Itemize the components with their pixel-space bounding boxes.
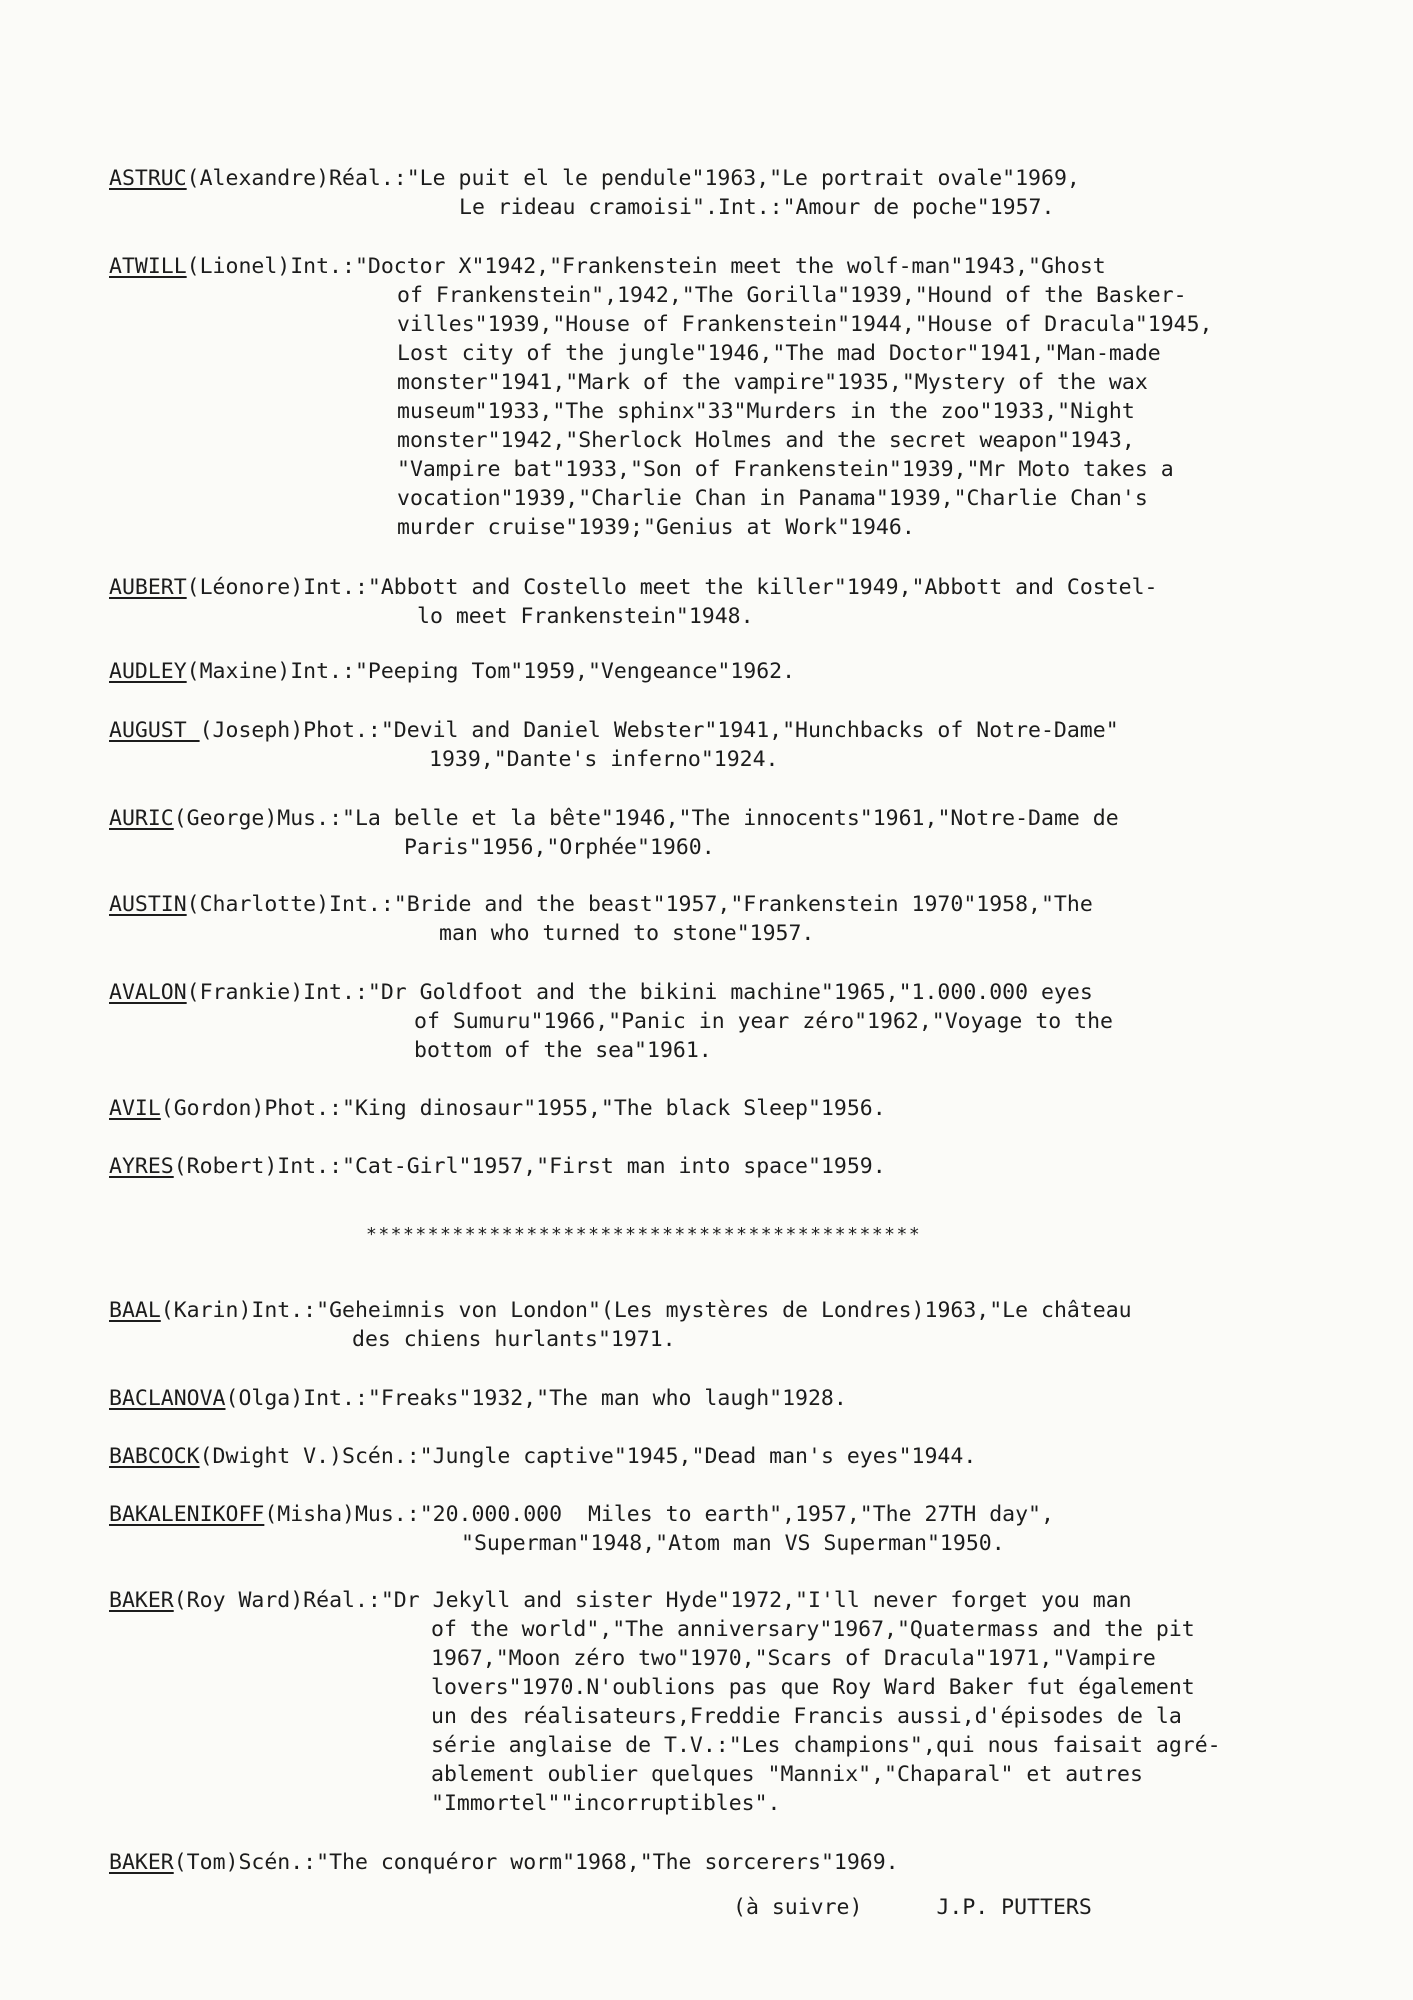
entry [109,252,1329,542]
entry-name: BABCOCK [109,1444,200,1469]
entry-name: ATWILL [109,254,187,279]
section-separator: ********************************************* [366,1224,922,1245]
entry-name: BACLANOVA [109,1386,226,1411]
entry-name: AVIL [109,1096,161,1121]
entry-name: BAKALENIKOFF [109,1502,265,1527]
entry-continuation-line: monster"1941,"Mark of the vampire"1935,"Mystery of the wax [397,370,1148,395]
entry-continuation-line: des chiens hurlants"1971. [352,1327,676,1352]
entry-name: AYRES [109,1154,174,1179]
entry-role: (Robert)Int.: [173,1154,343,1179]
entry-text: "Doctor X"1942,"Frankenstein meet the wolf-man"1943,"Ghost [354,254,1106,279]
entry-continuation-line: 1939,"Dante's inferno"1924. [429,747,779,772]
entry [109,804,1329,862]
entry-name: AURIC [109,806,174,831]
entry-name: AUBERT [109,575,187,600]
entry-first-line [109,1586,1329,1615]
entry-continuation-line: Lost city of the jungle"1946,"The mad Doctor"1941,"Man-made [397,341,1161,366]
entry-first-line [109,1500,1329,1529]
entry [109,716,1329,774]
entry [109,890,1329,948]
entry-continuation-line: 1967,"Moon zéro two"1970,"Scars of Dracula"1971,"Vampire [431,1646,1156,1671]
entry [109,1848,1329,1877]
entry [109,1384,1329,1413]
entry-text: "Geheimnis von London"(Les mystères de Londres)1963,"Le château [316,1298,1132,1323]
entry-first-line [109,252,1329,281]
entry-role: (Charlotte)Int.: [186,892,394,917]
entry-text: "Le puit el le pendule"1963,"Le portrait ovale"1969, [406,166,1080,191]
entry [109,1586,1329,1818]
entry-text: "King dinosaur"1955,"The black Sleep"1956. [342,1096,886,1121]
entry-role: (Léonore)Int.: [186,575,368,600]
entry-first-line [109,978,1329,1007]
entry-role: (Gordon)Phot.: [160,1096,342,1121]
entry-continuation-line: man who turned to stone"1957. [439,921,815,946]
signoff [733,1893,1092,1922]
entry-continuation-line: museum"1933,"The sphinx"33"Murders in the zoo"1933,"Night [397,399,1135,424]
entry-text: "La belle et la bête"1946,"The innocents"1961,"Notre-Dame de [342,806,1119,831]
continuation-note: (à suivre) [733,1895,863,1920]
entry-continuation-line: monster"1942,"Sherlock Holmes and the secret weapon"1943, [397,428,1135,453]
entry-first-line [109,1152,1329,1181]
entry-name: AUSTIN [109,892,187,917]
entry-name: BAKER [109,1850,174,1875]
entry-name: AUGUST [109,718,200,743]
entry-continuation-line: Le rideau cramoisi".Int.:"Amour de poche"1957. [459,195,1055,220]
entry [109,573,1329,631]
entry [109,978,1329,1065]
entry-role: (Alexandre)Réal.: [186,166,407,191]
entry-continuation-line: "Superman"1948,"Atom man VS Superman"1950. [461,1531,1005,1556]
entry-name: AUDLEY [109,659,187,684]
entry [109,1442,1329,1471]
entry-continuation-line: ablement oublier quelques "Mannix","Chaparal" et autres [431,1762,1143,1787]
entry-text: "Devil and Daniel Webster"1941,"Hunchbacks of Notre-Dame" [380,718,1119,743]
entry-text: "The conquéror worm"1968,"The sorcerers"1969. [316,1850,899,1875]
entry [109,1152,1329,1181]
entry [109,1094,1329,1123]
entry-text: "Dr Goldfoot and the bikini machine"1965,"1.000.000 eyes [367,980,1093,1005]
entry-name: BAAL [109,1298,161,1323]
entry-role: (Roy Ward)Réal.: [173,1588,381,1613]
entry-role: (George)Mus.: [173,806,343,831]
entry-first-line [109,1442,1329,1471]
entry-continuation-line: lovers"1970.N'oublions pas que Roy Ward Baker fut également [431,1675,1195,1700]
entry-continuation-line: of Sumuru"1966,"Panic in year zéro"1962,"Voyage to the [414,1009,1113,1034]
entry [109,1296,1329,1354]
entry-first-line [109,573,1329,602]
entry [109,164,1329,222]
entry-role: (Olga)Int.: [225,1386,368,1411]
entry-name: ASTRUC [109,166,187,191]
entry-continuation-line: lo meet Frankenstein"1948. [417,604,754,629]
entry-text: "Cat-Girl"1957,"First man into space"1959. [342,1154,886,1179]
entry-continuation-line: bottom of the sea"1961. [414,1038,712,1063]
entry-role: (Frankie)Int.: [186,980,368,1005]
entry-text: "Peeping Tom"1959,"Vengeance"1962. [354,659,796,684]
entry-text: "Freaks"1932,"The man who laugh"1928. [367,1386,847,1411]
entry-continuation-line: of the world","The anniversary"1967,"Quatermass and the pit [431,1617,1195,1642]
entry-first-line [109,1296,1329,1325]
entry-text: "Jungle captive"1945,"Dead man's eyes"1944. [419,1444,977,1469]
entry [109,657,1329,686]
entry-text: "20.000.000 Miles to earth",1957,"The 27TH day", [419,1502,1054,1527]
entry-first-line [109,1848,1329,1877]
entry-continuation-line: "Immortel""incorruptibles". [431,1791,781,1816]
entry [109,1500,1329,1558]
entry-name: AVALON [109,980,187,1005]
entry-role: (Maxine)Int.: [186,659,355,684]
entry-continuation-line: "Vampire bat"1933,"Son of Frankenstein"1939,"Mr Moto takes a [397,457,1174,482]
entry-continuation-line: villes"1939,"House of Frankenstein"1944,"House of Dracula"1945, [397,312,1213,337]
entry-continuation-line: vocation"1939,"Charlie Chan in Panama"1939,"Charlie Chan's [397,486,1148,511]
entry-first-line [109,1094,1329,1123]
entry-first-line [109,716,1329,745]
entry-first-line [109,164,1329,193]
entry-role: (Dwight V.)Scén.: [199,1444,420,1469]
entry-first-line [109,804,1329,833]
entry-role: (Misha)Mus.: [264,1502,420,1527]
entry-role: (Tom)Scén.: [173,1850,317,1875]
entry-continuation-line: murder cruise"1939;"Genius at Work"1946. [397,515,915,540]
entry-text: "Bride and the beast"1957,"Frankenstein 1970"1958,"The [393,892,1093,917]
entry-role: (Lionel)Int.: [186,254,355,279]
entry-continuation-line: of Frankenstein",1942,"The Gorilla"1939,"Hound of the Basker- [397,283,1187,308]
entry-first-line [109,657,1329,686]
entry-text: "Abbott and Costello meet the killer"1949,"Abbott and Costel- [367,575,1158,600]
entry-continuation-line: série anglaise de T.V.:"Les champions",qui nous faisait agré- [431,1733,1221,1758]
author-signature: J.P. PUTTERS [936,1895,1092,1920]
entry-role: (Joseph)Phot.: [199,718,381,743]
entry-first-line [109,1384,1329,1413]
entry-continuation-line: Paris"1956,"Orphée"1960. [404,835,715,860]
entry-name: BAKER [109,1588,174,1613]
entry-role: (Karin)Int.: [160,1298,317,1323]
entry-first-line [109,890,1329,919]
entry-continuation-line: un des réalisateurs,Freddie Francis aussi,d'épisodes de la [431,1704,1182,1729]
entry-text: "Dr Jekyll and sister Hyde"1972,"I'll never forget you man [380,1588,1132,1613]
